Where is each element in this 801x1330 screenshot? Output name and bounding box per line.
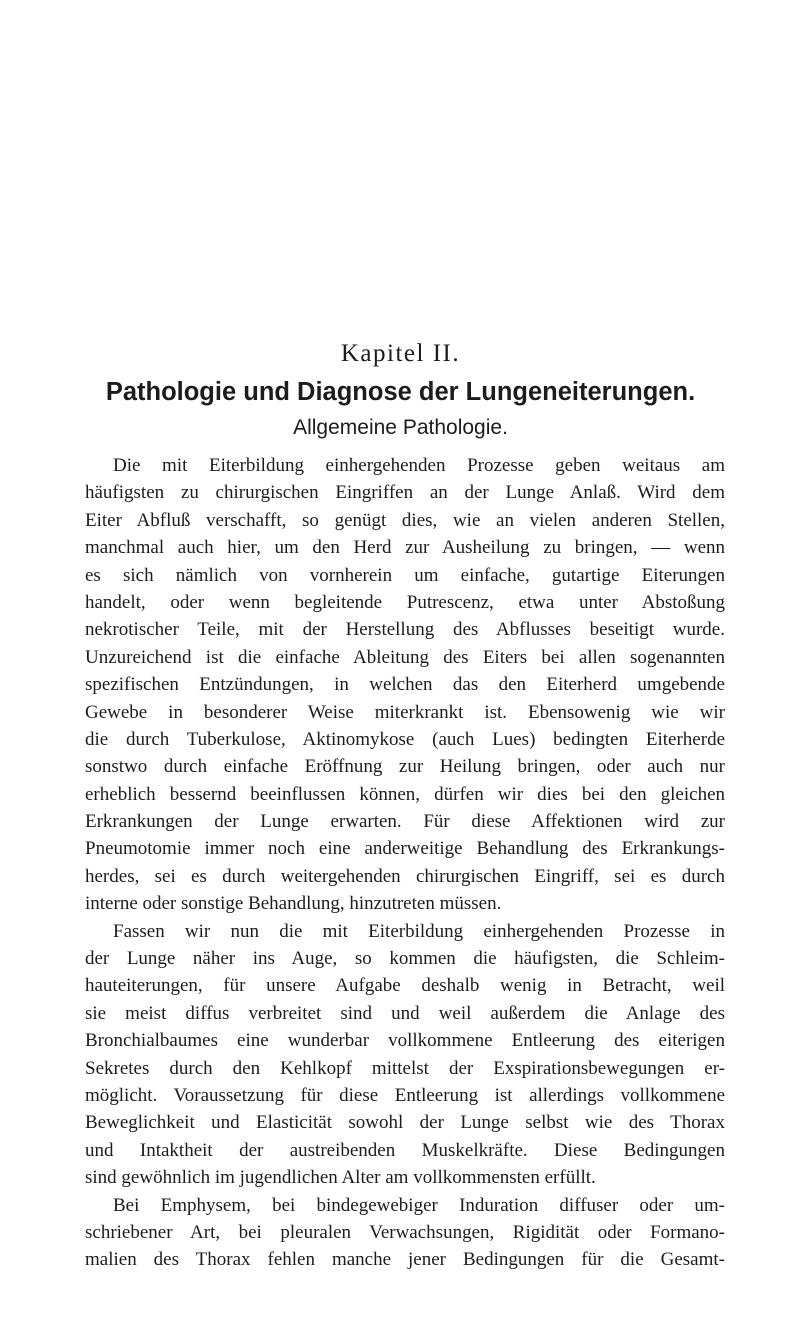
text-line: schriebener Art, bei pleuralen Verwachsungen, Rigidität oder Formano- [85, 1221, 725, 1243]
text-line: die durch Tuberkulose, Aktinomykose (auch Lues) bedingten Eiterherde [85, 728, 725, 750]
text-line: Gewebe in besonderer Weise miterkrankt ist. Ebensowenig wie wir [85, 701, 725, 723]
text-line: der Lunge näher ins Auge, so kommen die häufigsten, die Schleim- [85, 948, 725, 970]
text-line: manchmal auch hier, um den Herd zur Ausheilung zu bringen, — wenn [85, 537, 725, 559]
text-line: nekrotischer Teile, mit der Herstellung des Abflusses beseitigt wurde. [85, 619, 725, 641]
text-line: malien des Thorax fehlen manche jener Bedingungen für die Gesamt- [85, 1249, 725, 1271]
text-line: sind gewöhnlich im jugendlichen Alter am vollkommensten erfüllt. [85, 1167, 596, 1189]
text-line: Bei Emphysem, bei bindegewebiger Induration diffuser oder um- [113, 1194, 725, 1216]
text-line: sie meist diffus verbreitet sind und weil außerdem die Anlage des [85, 1002, 725, 1024]
text-line: häufigsten zu chirurgischen Eingriffen an der Lunge Anlaß. Wird dem [85, 482, 725, 504]
text-line: Die mit Eiterbildung einhergehenden Prozesse geben weitaus am [113, 455, 725, 476]
text-line: herdes, sei es durch weitergehenden chirurgischen Eingriff, sei es durch [85, 865, 725, 887]
text-line: Beweglichkeit und Elasticität sowohl der Lunge selbst wie des Thorax [85, 1112, 725, 1134]
text-line: erheblich bessernd beeinflussen können, dürfen wir dies bei den gleichen [85, 783, 725, 805]
text-line: Fassen wir nun die mit Eiterbildung einhergehenden Prozesse in [113, 920, 725, 942]
text-line: Unzureichend ist die einfache Ableitung des Eiters bei allen sogenannten [85, 646, 725, 668]
text-line: Eiter Abfluß verschafft, so genügt dies, wie an vielen anderen Stellen, [85, 509, 725, 531]
text-line: Bronchialbaumes eine wunderbar vollkommene Entleerung des eiterigen [85, 1030, 725, 1052]
body-text [85, 452, 725, 1274]
text-line: interne oder sonstige Behandlung, hinzutreten müssen. [85, 893, 502, 915]
text-line: es sich nämlich von vornherein um einfache, gutartige Eiterungen [85, 564, 725, 586]
page-title: Pathologie und Diagnose der Lungeneiterungen. [105, 378, 696, 406]
text-line: spezifischen Entzündungen, in welchen das den Eiterherd umgebende [85, 674, 725, 696]
text-line: Pneumotomie immer noch eine anderweitige Behandlung des Erkrankungs- [85, 838, 725, 860]
text-line: hauteiterungen, für unsere Aufgabe deshalb wenig in Betracht, weil [85, 975, 725, 997]
text-line: Erkrankungen der Lunge erwarten. Für diese Affektionen wird zur [85, 811, 725, 833]
chapter-heading: Kapitel II. [340, 340, 461, 367]
section-subtitle: Allgemeine Pathologie. [293, 416, 508, 439]
text-line: handelt, oder wenn begleitende Putrescenz, etwa unter Abstoßung [85, 591, 725, 613]
text-line: sonstwo durch einfache Eröffnung zur Heilung bringen, oder auch nur [85, 756, 725, 778]
text-line: Sekretes durch den Kehlkopf mittelst der Exspirationsbewegungen er- [85, 1057, 725, 1079]
text-line: möglicht. Voraussetzung für diese Entleerung ist allerdings vollkommene [85, 1084, 725, 1106]
text-line: und Intaktheit der austreibenden Muskelkräfte. Diese Bedingungen [85, 1139, 725, 1161]
